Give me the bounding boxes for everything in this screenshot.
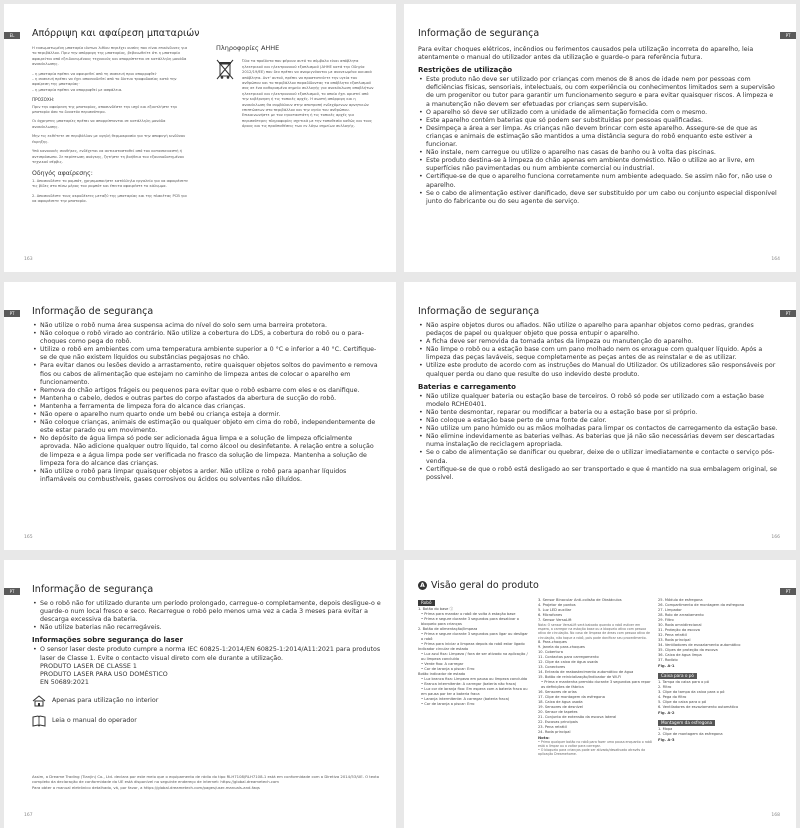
laser-line: PRODUTO LASER DE CLASSE 1 [40,662,137,670]
list-item: 11. Contactos para carregamento [538,654,599,659]
list-item: • A ficha deve ser removida da tomada antes da limpeza ou manutenção do aparelho. [418,338,780,346]
list-item: • Não tente desmontar, reparar ou modificar a bateria ou a estação base por si próprio. [418,409,780,417]
list-item: 24. Roda principal [538,729,571,734]
list-item: 2. Filtro [658,685,672,689]
list-item: 37. Rodízio [658,658,678,662]
caution-paragraph: Υπό κανονικές συνθήκες, ενδέχεται να αντικατασταθεί από τον κατασκευαστή ή αντιπρόσωπο. Σε περίπτωση ανάγκης, ζητήστε τη βοήθεια του εξουσιοδοτημένου τεχνικού σέρβις. [32,149,185,164]
list-item: • Mantenha o cabelo, dedos e outras partes do corpo afastados da abertura de sucção do robô. [32,395,382,403]
section-heading: Informações sobre segurança do laser [32,636,183,645]
list-item: • Prima para mandar o robô de volta à estação base [421,612,516,616]
list-item: 26. Compartimento de montagem da esfregona [658,603,745,607]
laser-line: EN 50689:2021 [40,678,89,686]
list-item: 16. Sensores de orlas [538,689,577,694]
page-title: Informação de segurança [32,306,154,317]
list-item: • Se o cabo de alimentação estiver danificado, deve ser substituído por um cabo ou conjunto especial disponível junto do fabricante ou do seu agente de serviço. [418,190,778,206]
list-item: • Prima para iniciar a limpeza depois do robô estar ligado [421,642,525,646]
intro-paragraph: Η ενσωματωμένη μπαταρία ιόντων λιθίου περιέχει ουσίες που είναι επικίνδυνες για το περιβάλλον. Πριν την απόρριψη της μπαταρίας, βεβαιωθείτε ότι η μπαταρία αφαιρείται από εξειδικευμένους τεχνικούς και απορρίπτεται σε κατάλληλη μονάδα ανακύκλωσης. [32,46,188,67]
step-item: 2. Αποσυνδέστε τους ακροδέκτες μεταξύ της μπαταρίας και της πλακέτας PCB για να αφαιρέσετε την μπαταρία. [32,193,187,203]
list-item: 36. Caixa de água limpa [658,653,702,657]
list-item: 5. Luz LED auxiliar [538,608,572,612]
list-item: • Não elimine indevidamente as baterias velhas. As baterias que já não são necessárias devem ser descartadas numa instalação de reciclagem apropriada. [418,433,780,449]
list-item: 2. Clipe de montagem da esfregona [658,732,723,736]
list-item: • Mantenha a ferramenta de limpeza fora do alcance das crianças. [32,403,382,411]
list-item: 22. Escovas principais [538,719,578,724]
list-item: 21. Conjunto de extensão da escova lateral [538,714,617,719]
page-number: 168 [771,813,780,818]
list-item: • Este aparelho contém baterias que só podem ser substituídas por pessoas qualificadas. [418,117,778,125]
list-item: 7. Sensor VersaLift [538,618,572,622]
language-tab: EL [4,32,20,39]
list-item: • Não aspire objetos duros ou afiados. Não utilize o aparelho para apanhar objetos como pedras, grandes pedaços de papel ou qualquer objeto que possa entupir o aparelho. [418,322,780,338]
list-item: • Não utilize qualquer bateria ou estação base de terceiros. O robô só pode ser utilizado com a estação base modelo RCHE0401. [418,393,780,409]
list-item: 10. Cobertura [538,649,563,654]
manual-book-icon [32,715,46,727]
list-item: 35. Clipes de proteção da escova [658,648,718,652]
robot-parts-col-2 [538,598,652,757]
section-heading: Baterias e carregamento [418,382,516,391]
list-item: • Não coloque o robô virado ao contrário. Não utilize a cobertura do LDS, a cobertura do robô ou o para-choques como pega do robô. [32,330,382,346]
figure-label: Fig. A-1 [658,663,675,668]
language-tab: PT [780,588,796,595]
page-number: 166 [771,535,780,540]
list-item: • O aparelho só deve ser utilizado com a unidade de alimentação fornecida com o mesmo. [418,109,778,117]
list-item: 2. Botão de alimentação/limpeza [418,627,478,631]
language-tab: PT [4,588,20,595]
safety-text [418,322,780,482]
list-item: • Não utilize baterias não recarregáveis. [32,624,382,632]
list-item: 23. Pena retrátil [538,724,567,729]
list-item: • Não opere o aparelho num quarto onde um bebé ou criança esteja a dormir. [32,411,382,419]
list-item: 15. Botão de reinicialização/Indicador de Wi-Fi [538,674,621,679]
dust-box-heading: Caixa para o pó [658,673,697,679]
robot-parts-col-3 [658,598,780,742]
list-item: • Prima e mantenha premido durante 3 segundos para repor as definições de fábrica [541,679,651,689]
list-item: 17. Clipe de montagem da esfregona [538,694,605,699]
language-tab: PT [4,310,20,317]
page-168 [404,560,796,828]
list-item: • Luz cor de laranja fixa: Em espera com a bateria fraca ou em pausa por ter a bateria fraca [421,687,528,696]
list-item: 12. Clipe da caixa de água usada [538,659,598,664]
list-item: 14. Entrada de reabastecimento automático de água [538,669,634,674]
list-item: • Desimpeça a área a ser limpa. As crianças não devem brincar com este aparelho. Assegure-se de que as crianças e animais de estimação são mantidos a uma distância segura do robô enquanto este estiver a funcionar. [418,125,778,149]
section-letter-badge: A [418,581,427,590]
page-number: 164 [771,257,780,262]
safety-text [32,600,382,727]
list-item: 1. Botão do base ⓘ [418,607,454,611]
section-heading: Restrições de utilização [418,66,513,75]
list-item: • Certifique-se de que o robô está desligado ao ser transportado e que é mantido na sua embalagem original, se possível. [418,466,780,482]
list-item: • Não coloque a estação base perto de uma fonte de calor. [418,417,780,425]
note-item: • Prima qualquer botão no robô para fazer uma pausa enquanto o robô está a limpar ou a voltar para carregar. [538,739,652,749]
section-header [418,580,539,591]
caution-heading: ΠΡΟΣΟΧΗ: [32,97,55,103]
list-item: 6. Ventiladores de esvaziamento automático [658,705,739,709]
list-item: • Luz branca fixa: Limpeza em pausa ou limpeza concluída [421,677,528,681]
weee-section [216,46,376,130]
page-title: Informação de segurança [418,28,540,39]
language-tab: PT [780,32,796,39]
figure-label: Fig. A-3 [658,737,675,742]
list-item: • Branca intermitente: A carregar (bateria não fraca) [421,682,517,686]
list-item: • Se o robô não for utilizado durante um período prolongado, carregue-o completamente, depois desligue-o e guarde-o num local fresco e seco. Recarregue o robô pelo menos uma vez a cada 3 meses para evitar a descarga excessiva da bateria. [32,600,382,624]
mop-assembly-heading: Montagem da esfregona [658,720,715,726]
list-item: • Cor de laranja a piscar: Erro [421,667,475,671]
step-item: 1. Αποσυνδέστε το ρομπότ, χρησιμοποιήστε κατάλληλο εργαλείο για να αφαιρέσετε τις βίδες στο πίσω μέρος του ρομπότ και έπειτα αφαιρέστε το κάλυμμα. [32,178,189,189]
list-item: 31. Proteção da escova [658,628,700,632]
page-title: Informação de segurança [418,306,540,317]
list-item: 6. Microfones [538,613,563,617]
list-item: 34. Ventiladores de esvaziamento automático [658,643,741,647]
caution-paragraph: Οι άχρηστες μπαταρίες πρέπει να απορρίπτονται σε κατάλληλη μονάδα ανακύκλωσης. [32,119,166,129]
caution-paragraph: Μην τις εκθέτετε σε περιβάλλον με υψηλή θερμοκρασία για την αποφυγή κινδύνου έκρηξης. [32,134,186,144]
caution-paragraph: Πριν την αφαίρεση της μπαταρίας, αποσυνδέστε την ισχύ και εξαντλήστε την μπαταρία όσο το δυνατόν περισσότερο. [32,104,178,115]
list-item: 30. Roda omnidirecional [658,623,702,627]
list-item: • Prima e segure durante 3 segundos para desativar o bloqueio para crianças [421,617,519,626]
list-item: • Para evitar danos ou lesões devido a arrastamento, retire quaisquer objetos soltos do pavimento e remova fios ou cabos de alimentação que estejam no caminho de limpeza antes de colocar o aparelho em funcionamento. [32,362,382,386]
list-item: • Não limpe o robô ou a estação base com um pano molhado nem os enxague com qualquer líquido. Após a limpeza das peças laváveis, seque completamente as peças antes de as reinstalar e de as utilizar. [418,346,780,362]
page-title: Απόρριψη και αφαίρεση μπαταριών [32,28,200,39]
note-item: • O bloqueio para crianças pode ser ativado/desativado através da aplicação Dreamehome. [538,748,646,757]
list-item: • O sensor laser deste produto cumpre a norma IEC 60825-1:2014/EN 60825-1:2014/A11:2021 para produtos laser de Classe 1. Evite o contacto visual direto com ele durante a utilização. [32,646,382,662]
list-item: 18. Caixa de água usada [538,699,583,704]
list-item: Botão indicador de estado [418,672,466,676]
page-title: Informação de segurança [32,584,154,595]
page-163 [4,4,396,272]
house-icon [32,695,46,707]
list-item: 3. Sensor Binocular Anti-colisão de Obstáculos [538,598,622,602]
indoor-use-label: Apenas para utilização no interior [52,696,159,704]
list-item: 25. Módulo de esfregona [658,598,703,602]
battery-disposal-text [32,46,192,208]
robot-parts-col-1 [418,598,530,707]
list-item: • Este produto destina-se à limpeza do chão apenas em ambiente doméstico. Não o utilize ao ar livre, em superfícies não pavimentadas ou num ambiente comercial ou industrial. [418,157,778,173]
list-item: • Não instale, nem carregue ou utilize o aparelho nas casas de banho ou à volta das piscinas. [418,149,778,157]
list-item: • Luz azul fixa: Limpeza / fora de ser ativado na aplicação / ou limpeza concluída [421,652,528,661]
safety-text [418,46,778,206]
intro-paragraph: Para evitar choques elétricos, incêndios ou ferimentos causados pela utilização incorreta do aparelho, leia atentamente o manual do utilizador antes da utilização e guarde-o para referência futura. [418,46,754,62]
list-item: 32. Pena retrátil [658,633,687,637]
safety-text [32,322,382,484]
versalift-note: Nota: O sensor VersaLift será baixado quando o robô estiver em espera, a carregar na estação base ou a bloqueio ativo com pessoa ativo de circulação. No caso de limpeza de áreas com pessoa ativo de circulação, não toque a robô, pois pode danificar seu procedimento. [538,623,650,640]
list-item: • Laranja intermitente: A carregar (bateria fraca) [421,697,510,701]
list-item: Indicador circular de estado [418,647,469,651]
list-item: • Verde fixo: A carregar [421,662,464,666]
weee-text: Όλα τα προϊόντα που φέρουν αυτό το σύμβολο είναι απόβλητα ηλεκτρικού και ηλεκτρονικού εξοπλισμού (ΑΗΗΕ κατά την Οδηγία 2012/19/ΕΕ) που δεν πρέπει να αναμιγνύονται με ανανεωμένα οικιακά απόβλητα. Αντ' αυτού, πρέπει να προστατεύετε την υγεία του ανθρώπου και το περιβάλλον παραδίδοντας τα απόβλητα εξοπλισμού σας σε ένα καθορισμένο σημείο συλλογής για ανακύκλωση αποβλήτων ηλεκτρικού και ηλεκτρονικού εξοπλισμού, το οποίο έχει οριστεί από την κυβέρνηση ή τις τοπικές αρχές. Η σωστή απόρριψη και η ανακύκλωση θα συμβάλουν στην αποτροπή ενδεχόμενων αρνητικών επιπτώσεων στο περιβάλλον και την υγεία του ανθρώπου. Επικοινωνήστε με τον εγκαταστάτη ή τις τοπικές αρχές για περισσότερες πληροφορίες σχετικά με την τοποθεσία καθώς και τους όρους και τις προϋποθέσεις των εν λόγω σημείων συλλογής. [242,59,374,129]
list-item: – η μπαταρία πρέπει να απορριφθεί με ασφάλεια. [32,87,123,92]
list-item: 3. Clipe da tampa da caixa para o pó [658,690,725,694]
declaration-footer: Assim, a Dreame Trading (Tianjin) Co., Ltd. declara por este meio que o equipamento de rádio do tipo RLH7108/RLH7108-1 está em conformidade com a Diretiva 2014/53/UE. O texto completo da declaração de conformidade da UE está disponível no seguinte endereço de internet: https://global.dreametech.com Para obter o manual eletrónico detalhado, vá, por favor, a https://global.dreametech.com/pages/user-manuals-and-faqs [32,774,380,790]
steps-heading: Οδηγός αφαίρεσης: [32,170,93,178]
note-heading: Nota: [538,734,550,740]
list-item: 33. Roda principal [658,638,691,642]
list-item: 1. Mopa [658,727,673,731]
list-item: • Não coloque crianças, animais de estimação ou qualquer objeto em cima do robô, independentemente de este estar parado ou em movimento. [32,419,382,435]
list-item: 19. Sensores de desnível [538,704,583,709]
list-item: • Não utilize um pano húmido ou as mãos molhadas para limpar os contactos de carregamento da estação base. [418,425,780,433]
list-item: 27. Limpador [658,608,682,612]
indoor-use-row [32,695,382,707]
page-164 [404,4,796,272]
page-number: 163 [24,257,33,262]
laser-line: PRODUTO LASER PARA USO DOMÉSTICO [40,670,168,678]
list-item: • Prima e segure durante 3 segundos para ligar ou desligar o robô [421,632,528,641]
read-manual-label: Leia o manual do operador [52,716,137,724]
page-167 [4,560,396,828]
list-item: • Remova do chão artigos frágeis ou pequenos para evitar que o robô esbarre com eles e os danifique. [32,387,382,395]
robot-heading: Robô [418,600,435,606]
page-165 [4,282,396,550]
list-item: – η συσκευή πρέπει να έχει αποσυνδεθεί από το δίκτυο τροφοδοσίας κατά την αφαίρεση της μπαταρίας· [32,77,177,87]
list-item: 1. Tampa da caixa para o pó [658,680,709,684]
list-item: 13. Conectores [538,664,566,669]
figure-label: Fig. A-2 [658,710,675,715]
list-item: – η μπαταρία πρέπει να αφαιρεθεί από τη συσκευή πριν απορριφθεί· [32,71,158,76]
crossed-bin-icon [216,59,234,81]
list-item: 4. Pega do filtro [658,695,687,699]
list-item: • Não utilize o robô numa área suspensa acima do nível do solo sem uma barreira protetora. [32,322,382,330]
list-item: 8. Para-choques [538,639,567,644]
list-item: • Utilize este produto de acordo com as instruções do Manual do Utilizador. Os utilizadores são responsáveis por qualquer perda ou dano que resulte do uso indevido deste produto. [418,362,780,378]
list-item: 20. Sensor de tapetes [538,709,578,714]
page-166 [404,282,796,550]
list-item: 28. Rolo de arrastamento [658,613,704,617]
list-item: • Cor de laranja a piscar: Erro [421,702,475,706]
list-item: 29. Filtro [658,618,674,622]
list-item: • Não utilize o robô para limpar quaisquer objetos a arder. Não utilize o robô para apanhar líquidos inflamáveis ou combustíveis, gases corrosivos ou ácidos ou solventes não diluídos. [32,468,382,484]
list-item: • No depósito de água limpa só pode ser adicionada água limpa e a solução de limpeza oficialmente aprovada. Não adicione qualquer outro líquido, tal como álcool ou desinfetante. A relação entre a solução de limpeza e a água limpa pode ser verificada no frasco da solução de limpeza. Mantenha a solução de limpeza fora do alcance das crianças. [32,435,382,467]
page-number: 165 [24,535,33,540]
list-item: 9. Janela do para-choques [538,644,585,649]
list-item: 4. Projetor de pontos [538,603,576,607]
list-item: • Certifique-se de que o aparelho funciona corretamente num ambiente adequado. Se assim não for, não use o aparelho. [418,173,778,189]
language-tab: PT [780,310,796,317]
page-number: 167 [24,813,33,818]
read-manual-row [32,715,382,727]
list-item: 5. Clipe da caixa para o pó [658,700,707,704]
weee-title: Πληροφορίες ΑΗΗΕ [216,44,280,52]
list-item: • Utilize o robô em ambientes com uma temperatura ambiente superior a 0 °C e inferior a 40 °C. Certifique-se de que não existem líquidos ou substâncias pegajosas no chão. [32,346,382,362]
list-item: • Este produto não deve ser utilizado por crianças com menos de 8 anos de idade nem por pessoas com deficiências físicas, sensoriais, intelectuais, ou com experiência ou conhecimentos limitados sem a supervisão de um progenitor ou tutor para garantir um funcionamento seguro e para evitar quaisquer riscos. A limpeza e a manutenção não devem ser efetuadas por crianças sem supervisão. [418,76,778,108]
page-title: Visão geral do produto [431,580,539,591]
list-item: • Se o cabo de alimentação se danificar ou quebrar, deixe de o utilizar imediatamente e contacte o serviço pós-venda. [418,449,780,465]
